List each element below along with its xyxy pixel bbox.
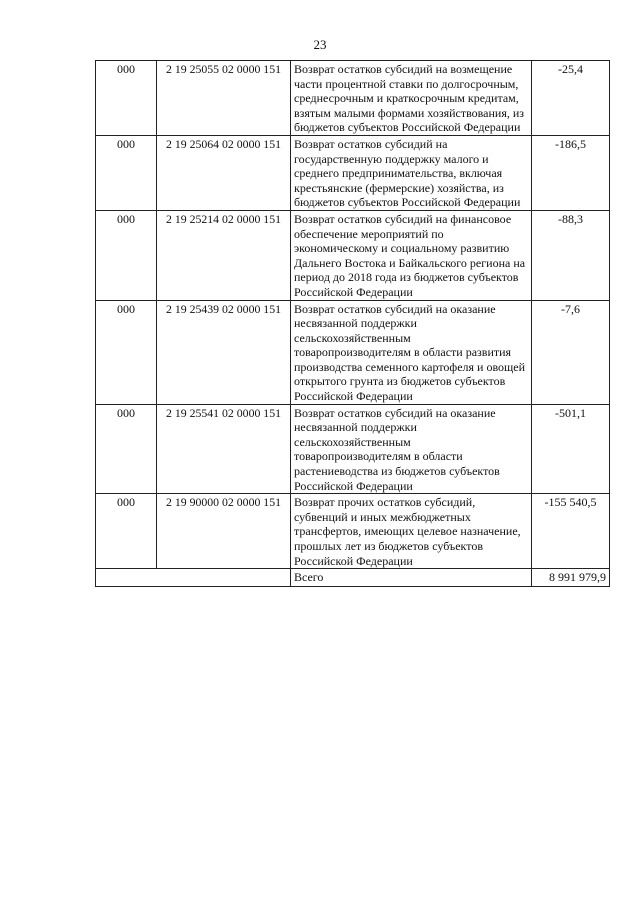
revenue-name-cell: Возврат остатков субсидий на возмещение части процентной ставки по долгосрочным, среднесрочным и краткосрочным кредитам, взятым малыми формами хозяйствования, из бюджетов субъектов Российской Федерации [291, 61, 532, 136]
table-row [96, 494, 610, 569]
amount-cell: -155 540,5 [532, 494, 610, 569]
budget-code-cell: 2 19 25064 02 0000 151 [157, 135, 291, 210]
budget-code-cell: 2 19 25541 02 0000 151 [157, 404, 291, 494]
admin-code-cell: 000 [96, 300, 157, 404]
total-row [96, 569, 610, 587]
amount-cell: -7,6 [532, 300, 610, 404]
amount-cell: -88,3 [532, 210, 610, 300]
revenue-name-cell: Возврат остатков субсидий на оказание несвязанной поддержки сельскохозяйственным товаропроизводителям в области развития производства семенного картофеля и овощей открытого грунта из бюджетов субъектов Российской Федерации [291, 300, 532, 404]
budget-revenue-table [95, 60, 610, 587]
table-row [96, 135, 610, 210]
admin-code-cell: 000 [96, 404, 157, 494]
total-empty-cell [96, 569, 291, 587]
revenue-name-cell: Возврат остатков субсидий на финансовое обеспечение мероприятий по экономическому и социальному развитию Дальнего Востока и Байкальского региона на период до 2018 года из бюджетов субъектов Российской Федерации [291, 210, 532, 300]
table-row [96, 300, 610, 404]
page-number: 23 [313, 37, 327, 52]
total-amount: 8 991 979,9 [532, 569, 610, 587]
admin-code-cell: 000 [96, 210, 157, 300]
amount-cell: -186,5 [532, 135, 610, 210]
admin-code-cell: 000 [96, 61, 157, 136]
table-row [96, 210, 610, 300]
budget-code-cell: 2 19 90000 02 0000 151 [157, 494, 291, 569]
table-row [96, 404, 610, 494]
amount-cell: -501,1 [532, 404, 610, 494]
budget-code-cell: 2 19 25055 02 0000 151 [157, 61, 291, 136]
amount-cell: -25,4 [532, 61, 610, 136]
budget-code-cell: 2 19 25214 02 0000 151 [157, 210, 291, 300]
table-row [96, 61, 610, 136]
revenue-name-cell: Возврат остатков субсидий на оказание несвязанной поддержки сельскохозяйственным товаропроизводителям в области растениеводства из бюджетов субъектов Российской Федерации [291, 404, 532, 494]
revenue-name-cell: Возврат прочих остатков субсидий, субвенций и иных межбюджетных трансфертов, имеющих целевое назначение, прошлых лет из бюджетов субъектов Российской Федерации [291, 494, 532, 569]
budget-code-cell: 2 19 25439 02 0000 151 [157, 300, 291, 404]
admin-code-cell: 000 [96, 135, 157, 210]
total-label: Всего [291, 569, 532, 587]
admin-code-cell: 000 [96, 494, 157, 569]
revenue-name-cell: Возврат остатков субсидий на государственную поддержку малого и среднего предпринимательства, включая крестьянские (фермерские) хозяйства, из бюджетов субъектов Российской Федерации [291, 135, 532, 210]
